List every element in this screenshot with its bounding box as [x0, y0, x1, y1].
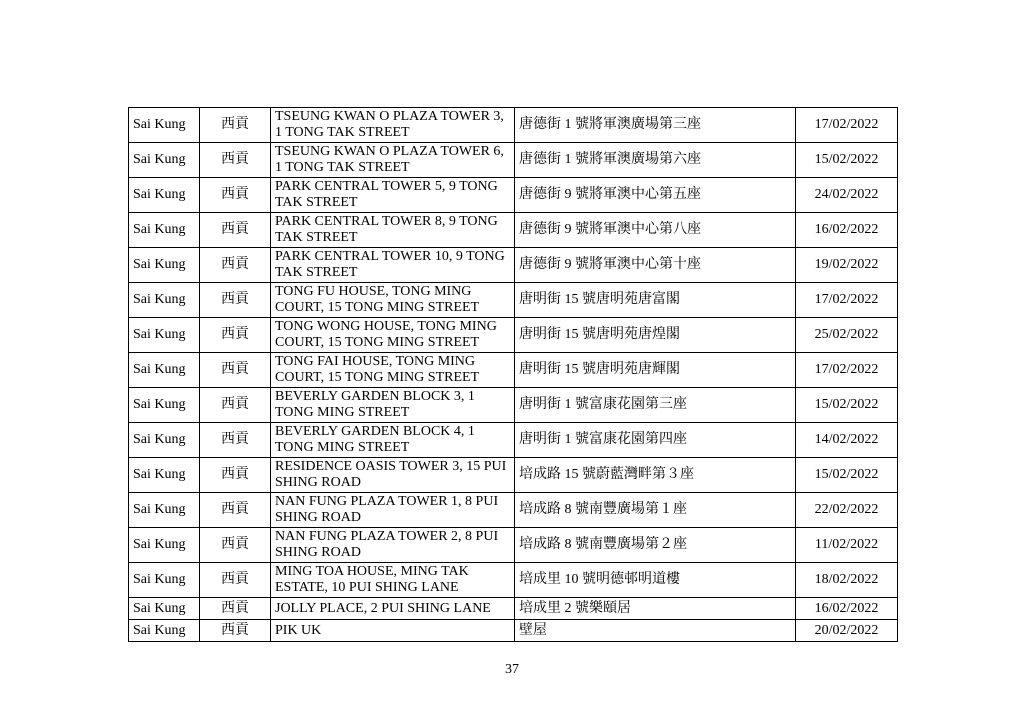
table-row	[129, 563, 898, 598]
address-en-cell: NAN FUNG PLAZA TOWER 1, 8 PUI SHING ROAD	[271, 493, 515, 528]
address-en-cell: TONG FU HOUSE, TONG MING COURT, 15 TONG MING STREET	[271, 283, 515, 318]
district-zh-cell: 西貢	[200, 143, 271, 178]
date-cell: 16/02/2022	[796, 213, 898, 248]
table-row	[129, 283, 898, 318]
date-cell: 24/02/2022	[796, 178, 898, 213]
date-cell: 18/02/2022	[796, 563, 898, 598]
district-en-cell: Sai Kung	[129, 458, 200, 493]
district-zh-cell: 西貢	[200, 528, 271, 563]
address-en-cell: TSEUNG KWAN O PLAZA TOWER 3, 1 TONG TAK STREET	[271, 108, 515, 143]
district-zh-cell: 西貢	[200, 620, 271, 642]
district-en-cell: Sai Kung	[129, 178, 200, 213]
district-en-cell: Sai Kung	[129, 353, 200, 388]
address-en-cell: PARK CENTRAL TOWER 5, 9 TONG TAK STREET	[271, 178, 515, 213]
address-zh-cell: 唐明街 15 號唐明苑唐煌閣	[515, 318, 796, 353]
district-en-cell: Sai Kung	[129, 620, 200, 642]
table-row	[129, 528, 898, 563]
district-zh-cell: 西貢	[200, 388, 271, 423]
district-zh-cell: 西貢	[200, 598, 271, 620]
district-en-cell: Sai Kung	[129, 318, 200, 353]
date-cell: 20/02/2022	[796, 620, 898, 642]
table-row	[129, 143, 898, 178]
address-en-cell: BEVERLY GARDEN BLOCK 3, 1 TONG MING STREET	[271, 388, 515, 423]
address-en-cell: NAN FUNG PLAZA TOWER 2, 8 PUI SHING ROAD	[271, 528, 515, 563]
address-zh-cell: 唐德街 1 號將軍澳廣場第三座	[515, 108, 796, 143]
address-en-cell: JOLLY PLACE, 2 PUI SHING LANE	[271, 598, 515, 620]
district-zh-cell: 西貢	[200, 108, 271, 143]
buildings-table-body	[129, 108, 898, 642]
address-en-cell: TONG FAI HOUSE, TONG MING COURT, 15 TONG MING STREET	[271, 353, 515, 388]
table-row	[129, 248, 898, 283]
district-en-cell: Sai Kung	[129, 248, 200, 283]
date-cell: 15/02/2022	[796, 388, 898, 423]
date-cell: 17/02/2022	[796, 353, 898, 388]
district-zh-cell: 西貢	[200, 493, 271, 528]
buildings-table	[128, 107, 898, 642]
district-en-cell: Sai Kung	[129, 283, 200, 318]
date-cell: 17/02/2022	[796, 283, 898, 318]
date-cell: 17/02/2022	[796, 108, 898, 143]
address-zh-cell: 培成里 2 號樂頤居	[515, 598, 796, 620]
table-row	[129, 213, 898, 248]
table-row	[129, 108, 898, 143]
page-number: 37	[505, 662, 519, 677]
address-zh-cell: 唐德街 9 號將軍澳中心第十座	[515, 248, 796, 283]
district-en-cell: Sai Kung	[129, 423, 200, 458]
address-zh-cell: 培成路 8 號南豐廣場第２座	[515, 528, 796, 563]
address-zh-cell: 唐德街 9 號將軍澳中心第八座	[515, 213, 796, 248]
district-zh-cell: 西貢	[200, 213, 271, 248]
address-zh-cell: 培成里 10 號明德邨明道樓	[515, 563, 796, 598]
district-zh-cell: 西貢	[200, 563, 271, 598]
date-cell: 15/02/2022	[796, 458, 898, 493]
buildings-table-container	[128, 107, 897, 642]
address-en-cell: PARK CENTRAL TOWER 8, 9 TONG TAK STREET	[271, 213, 515, 248]
address-en-cell: TONG WONG HOUSE, TONG MING COURT, 15 TONG MING STREET	[271, 318, 515, 353]
table-row	[129, 598, 898, 620]
table-row	[129, 423, 898, 458]
table-row	[129, 493, 898, 528]
table-row	[129, 318, 898, 353]
address-en-cell: RESIDENCE OASIS TOWER 3, 15 PUI SHING ROAD	[271, 458, 515, 493]
address-en-cell: PARK CENTRAL TOWER 10, 9 TONG TAK STREET	[271, 248, 515, 283]
address-zh-cell: 唐德街 1 號將軍澳廣場第六座	[515, 143, 796, 178]
address-zh-cell: 唐明街 1 號富康花園第四座	[515, 423, 796, 458]
district-zh-cell: 西貢	[200, 283, 271, 318]
address-zh-cell: 唐明街 15 號唐明苑唐富閣	[515, 283, 796, 318]
address-zh-cell: 培成路 15 號蔚藍灣畔第３座	[515, 458, 796, 493]
address-zh-cell: 培成路 8 號南豐廣場第１座	[515, 493, 796, 528]
district-zh-cell: 西貢	[200, 458, 271, 493]
table-row	[129, 178, 898, 213]
address-zh-cell: 唐明街 15 號唐明苑唐輝閣	[515, 353, 796, 388]
district-en-cell: Sai Kung	[129, 213, 200, 248]
table-row	[129, 388, 898, 423]
district-zh-cell: 西貢	[200, 423, 271, 458]
table-row	[129, 353, 898, 388]
district-en-cell: Sai Kung	[129, 143, 200, 178]
district-en-cell: Sai Kung	[129, 108, 200, 143]
address-en-cell: PIK UK	[271, 620, 515, 642]
date-cell: 22/02/2022	[796, 493, 898, 528]
address-zh-cell: 唐德街 9 號將軍澳中心第五座	[515, 178, 796, 213]
address-en-cell: BEVERLY GARDEN BLOCK 4, 1 TONG MING STREET	[271, 423, 515, 458]
district-zh-cell: 西貢	[200, 353, 271, 388]
address-zh-cell: 壁屋	[515, 620, 796, 642]
district-zh-cell: 西貢	[200, 178, 271, 213]
district-zh-cell: 西貢	[200, 318, 271, 353]
district-en-cell: Sai Kung	[129, 388, 200, 423]
district-en-cell: Sai Kung	[129, 563, 200, 598]
district-en-cell: Sai Kung	[129, 598, 200, 620]
table-row	[129, 620, 898, 642]
date-cell: 15/02/2022	[796, 143, 898, 178]
district-zh-cell: 西貢	[200, 248, 271, 283]
date-cell: 25/02/2022	[796, 318, 898, 353]
date-cell: 16/02/2022	[796, 598, 898, 620]
address-en-cell: MING TOA HOUSE, MING TAK ESTATE, 10 PUI SHING LANE	[271, 563, 515, 598]
date-cell: 14/02/2022	[796, 423, 898, 458]
address-en-cell: TSEUNG KWAN O PLAZA TOWER 6, 1 TONG TAK STREET	[271, 143, 515, 178]
table-row	[129, 458, 898, 493]
date-cell: 19/02/2022	[796, 248, 898, 283]
date-cell: 11/02/2022	[796, 528, 898, 563]
district-en-cell: Sai Kung	[129, 528, 200, 563]
district-en-cell: Sai Kung	[129, 493, 200, 528]
address-zh-cell: 唐明街 1 號富康花園第三座	[515, 388, 796, 423]
